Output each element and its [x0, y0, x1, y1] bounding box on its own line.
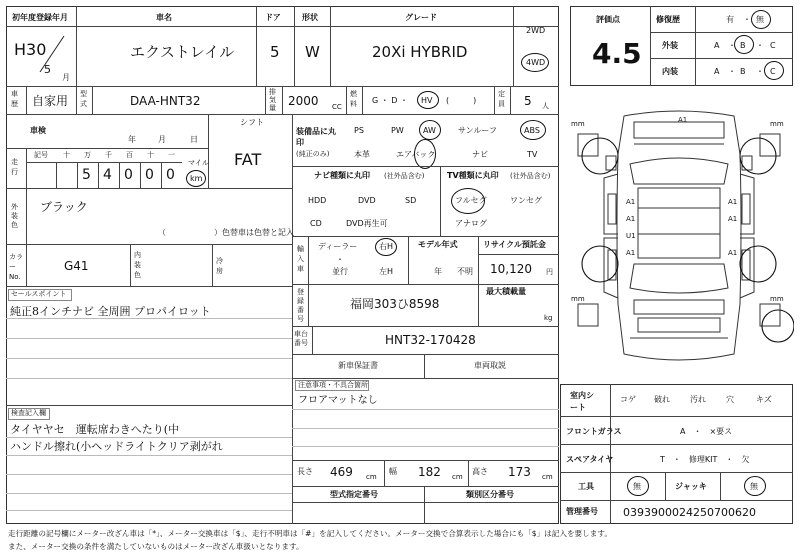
repair-option-yes: 有: [726, 15, 734, 24]
displacement-value: 2000: [288, 94, 319, 108]
car-name: エクストレイル: [130, 43, 235, 61]
plate-label: 登録番号: [297, 288, 304, 323]
capacity-label: 定員: [498, 90, 505, 108]
interior-sheet-item: 汚れ: [690, 395, 706, 404]
max-load-unit: kg: [544, 314, 553, 322]
max-load-label: 最大積載量: [486, 287, 526, 296]
tools-value: 無: [633, 482, 641, 491]
ruled-line: [6, 510, 292, 511]
tv-sub: (社外品含む): [510, 172, 551, 180]
divider: [6, 148, 208, 149]
length-label: 長さ: [297, 467, 313, 476]
exterior-option-b: B: [740, 41, 746, 50]
divider: [494, 86, 495, 114]
equip-pw: PW: [391, 126, 404, 135]
score-label: 評価点: [596, 15, 620, 24]
equipment-sub: (純正のみ): [296, 150, 330, 158]
caution-label: 注意事項・不具合箇所: [298, 381, 368, 389]
divider: [478, 254, 559, 255]
divider: [650, 32, 793, 33]
divider: [212, 244, 213, 286]
odometer-divider: [119, 162, 120, 188]
width-value: 182: [418, 465, 441, 479]
odometer-place-label: 千: [105, 151, 112, 159]
shape-label: 形状: [302, 13, 318, 22]
divider: [720, 472, 721, 500]
notes-line-1: タイヤヤセ 運転席わきへたり(中: [10, 423, 180, 436]
import-label: 輸入車: [297, 245, 304, 273]
model-value: DAA-HNT32: [130, 94, 201, 108]
color-no-label: カラーNo.: [9, 253, 23, 281]
tools-label: 工具: [578, 482, 594, 491]
divider: [424, 354, 425, 378]
model-year-label: モデル年式: [418, 240, 458, 249]
divider: [6, 405, 292, 406]
usage-value: 自家用: [32, 94, 69, 108]
interior-sheet-item: キズ: [756, 395, 772, 404]
equipment-label: 装備品に丸印: [296, 127, 336, 147]
divider: [346, 86, 347, 114]
divider: [560, 500, 793, 501]
ruled-line: [6, 378, 292, 379]
tv-oneseg: ワンセグ: [510, 196, 542, 205]
divider: [292, 166, 559, 167]
equip-abs: ABS: [524, 126, 540, 135]
usage-label: 車歴: [11, 90, 18, 108]
odometer-divider: [98, 162, 99, 188]
divider: [292, 378, 559, 379]
inspection-label: 車検: [30, 126, 46, 135]
tv-analog: アナログ: [455, 219, 487, 228]
divider: [650, 58, 793, 59]
color-value: ブラック: [40, 200, 88, 214]
mileage-label: 走行: [11, 158, 18, 176]
divider: [695, 6, 696, 86]
control-no-label: 管理番号: [566, 507, 598, 516]
divider: [292, 486, 559, 487]
grade-value: 20Xi HYBRID: [372, 43, 468, 61]
equip-aw: AW: [423, 126, 436, 135]
divider: [312, 326, 313, 354]
ruled-line: [6, 455, 292, 456]
import-dealer: ディーラー: [318, 242, 358, 251]
inspection-month-unit: 月: [158, 135, 166, 144]
divider: [292, 354, 559, 355]
divider: [256, 6, 257, 86]
spare-options: T ・ 修理KIT ・ 欠: [660, 455, 750, 464]
odometer-digit: 5: [82, 167, 91, 183]
inspection-year-unit: 年: [128, 135, 136, 144]
jack-value: 無: [750, 482, 758, 491]
mileage-memo-label: 記号: [34, 151, 48, 159]
import-dot: ・: [336, 255, 344, 264]
navi-cd: CD: [310, 219, 322, 228]
ruled-line: [6, 358, 292, 359]
first-reg-label: 初年度登録年月: [12, 13, 68, 22]
exterior-label: 外装: [662, 41, 678, 50]
divider: [6, 114, 559, 115]
mile-label: マイル: [188, 159, 209, 167]
interior-option-a: A: [714, 67, 720, 76]
divider: [362, 86, 363, 114]
navi-dvd: DVD: [358, 196, 376, 205]
equip-airbag: エアバック: [396, 150, 436, 159]
equip-ps: PS: [354, 126, 364, 135]
drive-4wd: 4WD: [526, 58, 546, 67]
ruled-line: [6, 338, 292, 339]
divider: [26, 86, 27, 114]
ruled-line: [6, 474, 292, 475]
odometer-divider: [140, 162, 141, 188]
odometer-divider: [56, 162, 57, 188]
caution-text: フロアマットなし: [298, 395, 378, 406]
damage-mark: A1: [626, 215, 636, 223]
separator-dot: ・: [743, 15, 751, 24]
footer-line-1: 走行距離の記号欄にメーター改ざん車は「*」、メーター交換車は「$」、走行不明車は「#」を記入してください。メーター交換で合算表示した場合にも「$」は記入を要します。: [8, 529, 612, 538]
recycle-unit: 円: [546, 268, 553, 276]
color-no-value: G41: [64, 259, 89, 273]
shift-label: シフト: [240, 118, 264, 127]
interior-sheet-item: 破れ: [654, 395, 670, 404]
model-year-unit: 年: [434, 267, 442, 276]
divider: [408, 236, 409, 284]
inspection-day-unit: 日: [190, 135, 198, 144]
divider: [308, 236, 309, 284]
interior-sheet-label: 室内シート: [570, 391, 594, 412]
divider: [26, 148, 27, 188]
interior-option-b: B: [740, 67, 746, 76]
navi-label: ナビ種類に丸印: [314, 171, 370, 180]
divider: [424, 486, 425, 524]
car-name-label: 車名: [156, 13, 172, 22]
divider: [76, 6, 77, 114]
equip-leather: 本革: [354, 150, 370, 159]
fuel-label: 燃料: [350, 90, 357, 108]
equip-tv: TV: [527, 150, 538, 159]
width-label: 幅: [389, 467, 397, 476]
recycle-label: リサイクル預託金: [483, 240, 546, 249]
odometer-place-label: 万: [84, 151, 91, 159]
door-count: 5: [270, 43, 280, 61]
navi-sub: (社外品含む): [384, 172, 425, 180]
exterior-option-c: C: [770, 41, 776, 50]
tv-fullseg: フルセグ: [455, 196, 487, 205]
ruled-line: [6, 437, 292, 438]
shift-value: FAT: [234, 150, 262, 169]
exterior-option-a: A: [714, 41, 720, 50]
damage-mark: A1: [728, 215, 738, 223]
odometer-place-label: 十: [147, 151, 154, 159]
car-diagram: [564, 104, 794, 376]
damage-mark: U1: [626, 232, 636, 240]
model-label: 型式: [80, 90, 87, 108]
slash-line: [36, 34, 66, 74]
navi-hdd: HDD: [308, 196, 327, 205]
length-value: 469: [330, 465, 353, 479]
spare-label: スペアタイヤ: [566, 455, 614, 464]
odometer-digit: 0: [145, 167, 154, 183]
import-right-hand: 右H: [379, 242, 394, 251]
grade-label: グレード: [405, 13, 437, 22]
cooler-label: 冷房: [216, 257, 223, 275]
fuel-options: G ・ D ・: [372, 96, 408, 105]
month-unit: 月: [62, 73, 70, 82]
score-value: 4.5: [592, 37, 642, 70]
displacement-label: 排気量: [269, 88, 276, 112]
jack-label: ジャッキ: [675, 482, 707, 491]
divider: [650, 6, 651, 86]
navi-dvd-play: DVD再生可: [346, 219, 388, 228]
ruled-line: [6, 318, 292, 319]
divider: [560, 416, 793, 417]
divider: [468, 460, 469, 486]
door-label: ドア: [265, 13, 281, 22]
odometer-place-label: 一: [168, 151, 175, 159]
odometer-divider: [161, 162, 162, 188]
divider: [478, 284, 479, 326]
separator-dot: ・: [756, 67, 764, 76]
divider: [294, 6, 295, 86]
warranty-label: 新車保証書: [338, 361, 378, 370]
windshield-options: A ・ ×要ス: [680, 427, 733, 436]
odometer-digit: 0: [166, 167, 175, 183]
control-no-value: 0393900024250700620: [623, 506, 756, 519]
length-unit: cm: [366, 473, 377, 481]
height-unit: cm: [542, 473, 553, 481]
divider: [208, 114, 209, 188]
ruled-line: [292, 446, 559, 447]
color-change-note: （ ）色替車は色替と記入: [158, 228, 294, 237]
damage-mark: A1: [626, 249, 636, 257]
odometer-place-label: 百: [126, 151, 133, 159]
divider: [665, 472, 666, 500]
damage-mark: A1: [728, 249, 738, 257]
divider: [6, 26, 559, 27]
repair-label: 修復歴: [656, 15, 680, 24]
separator-dot: ・: [756, 41, 764, 50]
divider: [292, 326, 559, 327]
height-label: 高さ: [472, 467, 488, 476]
ruled-line: [292, 409, 559, 410]
chassis-label: 車台番号: [294, 330, 308, 347]
fuel-selected: HV: [421, 96, 433, 105]
odometer-divider: [26, 162, 182, 163]
import-left-hand: 左H: [379, 267, 394, 276]
divider: [440, 166, 441, 236]
divider: [26, 244, 27, 286]
divider: [560, 472, 793, 473]
divider: [292, 502, 559, 503]
interior-label: 内装: [662, 67, 678, 76]
odometer-digit: 0: [124, 167, 133, 183]
import-parallel: 並行: [332, 267, 348, 276]
plate-value: 福岡303ひ8598: [350, 297, 440, 311]
mm-label: mm: [770, 120, 784, 128]
interior-sheet-item: 穴: [726, 395, 734, 404]
divider: [560, 444, 793, 445]
equip-navi: ナビ: [472, 150, 488, 159]
type-designation-label: 型式指定番号: [330, 490, 378, 499]
interior-sheet-item: コゲ: [620, 395, 636, 404]
repair-option-no: 無: [756, 15, 764, 24]
windshield-label: フロントガラス: [566, 427, 622, 436]
damage-mark: A1: [678, 116, 688, 124]
divider: [130, 244, 131, 286]
odometer-divider: [77, 162, 78, 188]
footer-line-2: また、メーター交換の条件を満たしていないものはメーター改ざん車扱いとなります。: [8, 542, 304, 551]
mm-label: mm: [571, 295, 585, 303]
divider: [478, 236, 479, 284]
tv-label: TV種類に丸印: [447, 171, 499, 180]
damage-mark: A1: [626, 198, 636, 206]
color-label: 外装色: [11, 203, 18, 229]
cc-unit: CC: [332, 103, 342, 111]
notes-line-2: ハンドル擦れ(小ヘッドライトクリア剥がれ: [10, 440, 223, 453]
divider: [292, 460, 559, 461]
manual-label: 車両取説: [474, 361, 506, 370]
first-reg-month: 5: [44, 63, 51, 76]
divider: [265, 86, 266, 114]
divider: [292, 114, 293, 524]
fuel-paren: ( ): [446, 96, 477, 105]
divider: [6, 286, 292, 287]
mm-label: mm: [770, 295, 784, 303]
damage-mark: A1: [728, 198, 738, 206]
divider: [292, 284, 559, 285]
drive-2wd: 2WD: [526, 26, 546, 35]
interior-color-label: 内装色: [134, 251, 141, 279]
sell-point-text: 純正8インチナビ 全周囲 プロパイロット: [10, 305, 211, 318]
divider: [330, 6, 331, 86]
odometer-place-label: 十: [63, 151, 70, 159]
mm-label: mm: [571, 120, 585, 128]
divider: [384, 460, 385, 486]
navi-sd: SD: [405, 196, 417, 205]
unit-selected: km: [190, 174, 203, 183]
divider: [292, 236, 559, 237]
capacity-value: 5: [524, 94, 532, 108]
ruled-line: [6, 493, 292, 494]
equip-sunroof: サンルーフ: [458, 126, 497, 135]
recycle-value: 10,120: [490, 262, 532, 276]
divider: [308, 284, 309, 326]
divider: [510, 86, 511, 114]
width-unit: cm: [452, 473, 463, 481]
notes-label: 検査記入欄: [11, 409, 46, 417]
shape-value: W: [305, 43, 320, 61]
category-label: 類別区分番号: [466, 490, 514, 499]
model-year-unknown: 不明: [457, 267, 473, 276]
divider: [610, 384, 611, 524]
chassis-value: HNT32-170428: [385, 333, 476, 347]
divider: [92, 86, 93, 114]
odometer-digit: 4: [103, 167, 112, 183]
divider: [513, 6, 514, 86]
ruled-line: [292, 428, 559, 429]
sell-point-label: セールスポイント: [11, 290, 67, 298]
divider: [26, 188, 27, 244]
height-value: 173: [508, 465, 531, 479]
separator-dot: ・: [728, 41, 736, 50]
interior-option-c: C: [770, 67, 776, 76]
divider: [6, 188, 292, 189]
divider: [282, 86, 283, 114]
divider: [6, 244, 292, 245]
capacity-unit: 人: [542, 102, 549, 110]
separator-dot: ・: [728, 67, 736, 76]
first-reg-year: H30: [14, 40, 47, 59]
